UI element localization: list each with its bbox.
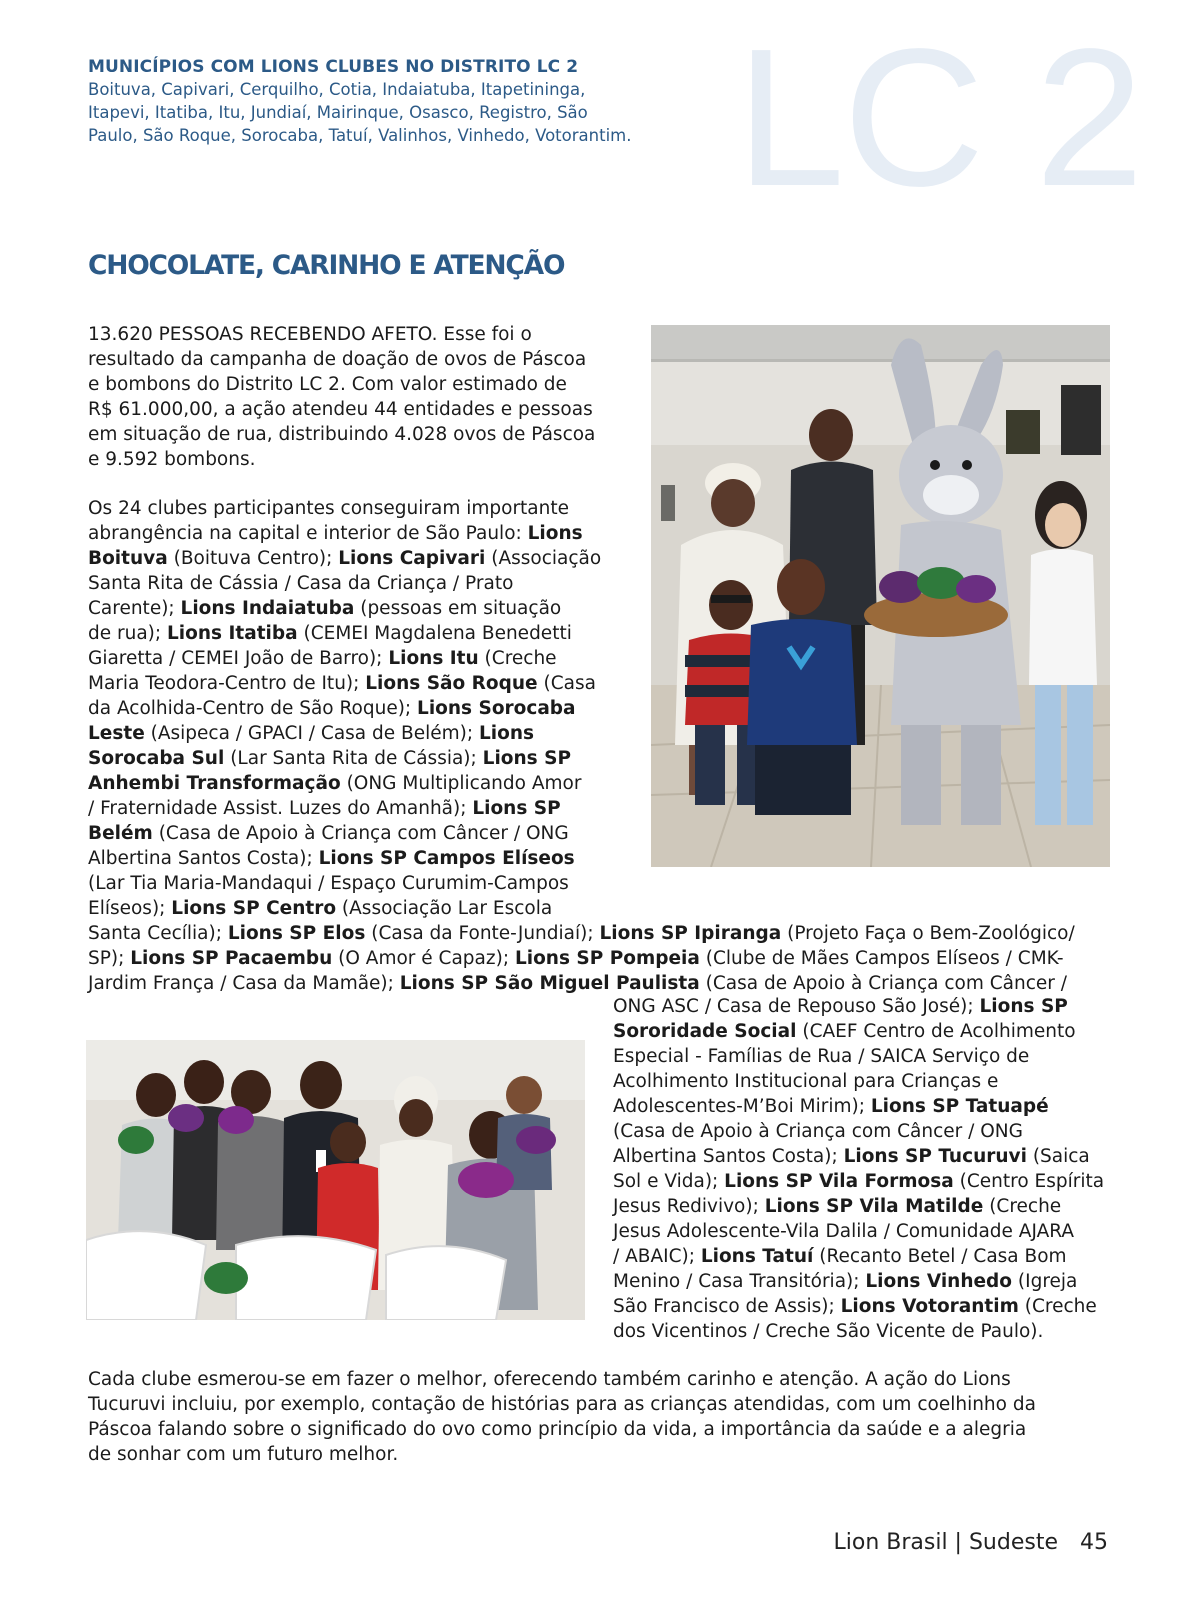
paragraph-line bbox=[613, 1169, 1104, 1194]
paragraph-line bbox=[613, 1294, 1104, 1319]
intro-line: e 9.592 bombons. bbox=[88, 449, 256, 470]
paragraph-text: Santa Rita de Cássia / Casa da Criança / Prato bbox=[88, 573, 514, 594]
club-name: Lions SP bbox=[482, 748, 572, 769]
club-name: Lions SP Pacaembu bbox=[130, 948, 333, 969]
paragraph-text: (Recanto Betel / Casa Bom bbox=[813, 1246, 1067, 1267]
paragraph-text: (ONG Multiplicando Amor bbox=[340, 773, 582, 794]
paragraph-line bbox=[613, 1269, 1104, 1294]
paragraph-line bbox=[88, 871, 601, 896]
intro-line: resultado da campanha de doação de ovos de Páscoa bbox=[88, 349, 587, 370]
paragraph-line bbox=[613, 1219, 1104, 1244]
paragraph-text: / Fraternidade Assist. Luzes do Amanhã); bbox=[88, 798, 473, 819]
closing-line: Cada clube esmerou-se em fazer o melhor, oferecendo também carinho e atenção. A ação do Lions bbox=[88, 1369, 1011, 1390]
paragraph-line bbox=[613, 1319, 1104, 1344]
paragraph-line bbox=[88, 971, 1075, 996]
club-name: Lions SP bbox=[472, 798, 561, 819]
article-headline: CHOCOLATE, CARINHO E ATENÇÃO bbox=[88, 250, 565, 281]
paragraph-line bbox=[613, 994, 1104, 1019]
paragraph-line bbox=[88, 796, 601, 821]
club-name: Lions SP Centro bbox=[171, 898, 337, 919]
paragraph-text: (Casa bbox=[537, 673, 596, 694]
clubs-paragraph-right bbox=[613, 994, 1104, 1344]
paragraph-text: (Lar Tia Maria-Mandaqui / Espaço Curumim-Campos bbox=[88, 873, 569, 894]
paragraph-text: (Casa de Apoio à Criança com Câncer / bbox=[699, 973, 1067, 994]
paragraph-text: (CEMEI Magdalena Benedetti bbox=[297, 623, 572, 644]
paragraph-text: (Creche bbox=[478, 648, 557, 669]
club-name: Lions SP Campos Elíseos bbox=[318, 848, 575, 869]
paragraph-line bbox=[613, 1144, 1104, 1169]
paragraph-text: Albertina Santos Costa); bbox=[613, 1146, 844, 1167]
clubs-paragraph-full bbox=[88, 921, 1075, 996]
paragraph-line bbox=[88, 596, 601, 621]
paragraph-text: abrangência na capital e interior de São Paulo: bbox=[88, 523, 528, 544]
paragraph-text: (Creche bbox=[1018, 1296, 1097, 1317]
paragraph-text: Acolhimento Institucional para Crianças e bbox=[613, 1071, 999, 1092]
page-footer bbox=[833, 1530, 1108, 1555]
paragraph-text: (Associação bbox=[485, 548, 602, 569]
municipalities-line: Paulo, São Roque, Sorocaba, Tatuí, Valinhos, Vinhedo, Votorantim. bbox=[88, 126, 632, 145]
paragraph-line bbox=[88, 946, 1075, 971]
paragraph-text: Jesus Adolescente-Vila Dalila / Comunidade AJARA bbox=[613, 1221, 1074, 1242]
clubs-paragraph-narrow bbox=[88, 496, 601, 921]
club-name: Leste bbox=[88, 723, 145, 744]
paragraph-text: Albertina Santos Costa); bbox=[88, 848, 319, 869]
paragraph-text: SP); bbox=[88, 948, 131, 969]
paragraph-line bbox=[88, 496, 601, 521]
club-name: Lions bbox=[527, 523, 583, 544]
paragraph-text: Santa Cecília); bbox=[88, 923, 228, 944]
paragraph-text: Elíseos); bbox=[88, 898, 172, 919]
paragraph-text: (Casa de Apoio à Criança com Câncer / ONG bbox=[152, 823, 569, 844]
intro-line: R$ 61.000,00, a ação atendeu 44 entidades e pessoas bbox=[88, 399, 593, 420]
paragraph-text: (CAEF Centro de Acolhimento bbox=[796, 1021, 1076, 1042]
municipalities-line: Itapevi, Itatiba, Itu, Jundiaí, Mairinque, Osasco, Registro, São bbox=[88, 103, 588, 122]
paragraph-text: (Saica bbox=[1026, 1146, 1090, 1167]
paragraph-text: da Acolhida-Centro de São Roque); bbox=[88, 698, 418, 719]
paragraph-line bbox=[88, 846, 601, 871]
closing-paragraph bbox=[88, 1367, 1036, 1467]
paragraph-text: Adolescentes-M’Boi Mirim); bbox=[613, 1096, 871, 1117]
paragraph-text: Carente); bbox=[88, 598, 181, 619]
intro-line: 13.620 PESSOAS RECEBENDO AFETO. Esse foi o bbox=[88, 324, 532, 345]
club-name: Belém bbox=[88, 823, 153, 844]
paragraph-text: (Casa da Fonte-Jundiaí); bbox=[365, 923, 600, 944]
paragraph-text: / ABAIC); bbox=[613, 1246, 701, 1267]
club-name: Boituva bbox=[88, 548, 168, 569]
paragraph-text: Os 24 clubes participantes conseguiram importante bbox=[88, 498, 569, 519]
club-name: Lions Capivari bbox=[338, 548, 486, 569]
club-name: Sororidade Social bbox=[613, 1021, 797, 1042]
page-number: 45 bbox=[1080, 1530, 1108, 1555]
paragraph-line bbox=[88, 896, 601, 921]
paragraph-line bbox=[613, 1094, 1104, 1119]
paragraph-text: (Casa de Apoio à Criança com Câncer / ONG bbox=[613, 1121, 1023, 1142]
paragraph-line bbox=[613, 1019, 1104, 1044]
club-name: Lions São Roque bbox=[365, 673, 538, 694]
paragraph-line bbox=[88, 746, 601, 771]
paragraph-line bbox=[613, 1119, 1104, 1144]
paragraph-line bbox=[88, 921, 1075, 946]
paragraph-text: Sol e Vida); bbox=[613, 1171, 725, 1192]
municipalities-list bbox=[88, 78, 728, 147]
club-name: Lions SP São Miguel Paulista bbox=[399, 973, 700, 994]
club-name: Lions Vinhedo bbox=[865, 1271, 1013, 1292]
paragraph-text: (pessoas em situação bbox=[354, 598, 562, 619]
paragraph-line bbox=[613, 1244, 1104, 1269]
paragraph-text: (Igreja bbox=[1012, 1271, 1078, 1292]
intro-line: e bombons do Distrito LC 2. Com valor estimado de bbox=[88, 374, 567, 395]
club-name: Lions Itatiba bbox=[167, 623, 298, 644]
paragraph-line bbox=[88, 546, 601, 571]
closing-line: de sonhar com um futuro melhor. bbox=[88, 1444, 399, 1465]
paragraph-text: Jesus Redivivo); bbox=[613, 1196, 765, 1217]
club-name: Lions bbox=[478, 723, 535, 744]
paragraph-text: Jardim França / Casa da Mamãe); bbox=[88, 973, 400, 994]
paragraph-text: (O Amor é Capaz); bbox=[332, 948, 515, 969]
paragraph-line bbox=[88, 646, 601, 671]
club-name: Lions SP Elos bbox=[227, 923, 366, 944]
paragraph-text: (Projeto Faça o Bem-Zoológico/ bbox=[781, 923, 1075, 944]
paragraph-text: Menino / Casa Transitória); bbox=[613, 1271, 866, 1292]
intro-paragraph bbox=[88, 322, 595, 472]
paragraph-text: (Asipeca / GPACI / Casa de Belém); bbox=[144, 723, 479, 744]
paragraph-line bbox=[88, 696, 601, 721]
paragraph-text: ONG ASC / Casa de Repouso São José); bbox=[613, 996, 980, 1017]
paragraph-line bbox=[88, 571, 601, 596]
paragraph-text: (Boituva Centro); bbox=[167, 548, 339, 569]
club-name: Lions SP Tatuapé bbox=[870, 1096, 1049, 1117]
paragraph-line bbox=[88, 621, 601, 646]
paragraph-text: Giaretta / CEMEI João de Barro); bbox=[88, 648, 389, 669]
paragraph-text: (Associação Lar Escola bbox=[336, 898, 553, 919]
easter-bunny-photo bbox=[651, 325, 1110, 867]
club-name: Lions Itu bbox=[388, 648, 479, 669]
paragraph-line bbox=[613, 1194, 1104, 1219]
paragraph-line bbox=[88, 521, 601, 546]
club-name: Lions Tatuí bbox=[700, 1246, 814, 1267]
paragraph-text: (Clube de Mães Campos Elíseos / CMK- bbox=[699, 948, 1064, 969]
paragraph-line bbox=[88, 771, 601, 796]
club-name: Anhembi Transformação bbox=[88, 773, 341, 794]
club-name: Lions Indaiatuba bbox=[180, 598, 355, 619]
paragraph-text: Especial - Famílias de Rua / SAICA Serviço de bbox=[613, 1046, 1030, 1067]
paragraph-text: dos Vicentinos / Creche São Vicente de Paulo). bbox=[613, 1321, 1044, 1342]
club-name: Lions SP Vila Matilde bbox=[764, 1196, 984, 1217]
closing-line: Tucuruvi incluiu, por exemplo, contação de histórias para as crianças atendidas, com um coelhinho da bbox=[88, 1394, 1036, 1415]
paragraph-line bbox=[613, 1044, 1104, 1069]
club-name: Lions Sorocaba bbox=[417, 698, 576, 719]
club-name: Lions SP Ipiranga bbox=[599, 923, 782, 944]
paragraph-line bbox=[88, 721, 601, 746]
club-name: Lions SP bbox=[979, 996, 1068, 1017]
municipalities-title: MUNICÍPIOS COM LIONS CLUBES NO DISTRITO LC 2 bbox=[88, 57, 579, 77]
paragraph-text: Maria Teodora-Centro de Itu); bbox=[88, 673, 366, 694]
club-name: Lions Votorantim bbox=[840, 1296, 1019, 1317]
paragraph-text: São Francisco de Assis); bbox=[613, 1296, 841, 1317]
club-name: Sorocaba Sul bbox=[88, 748, 225, 769]
group-photo bbox=[86, 1040, 585, 1320]
paragraph-line bbox=[613, 1069, 1104, 1094]
club-name: Lions SP Tucuruvi bbox=[843, 1146, 1027, 1167]
paragraph-text: de rua); bbox=[88, 623, 168, 644]
paragraph-text: (Centro Espírita bbox=[953, 1171, 1105, 1192]
paragraph-text: (Lar Santa Rita de Cássia); bbox=[224, 748, 483, 769]
club-name: Lions SP Pompeia bbox=[514, 948, 700, 969]
publication-name: Lion Brasil | Sudeste bbox=[833, 1530, 1058, 1555]
municipalities-line: Boituva, Capivari, Cerquilho, Cotia, Indaiatuba, Itapetininga, bbox=[88, 80, 586, 99]
closing-line: Páscoa falando sobre o significado do ovo como princípio da vida, a importância da saúde e a alegria bbox=[88, 1419, 1027, 1440]
paragraph-text: (Creche bbox=[983, 1196, 1062, 1217]
paragraph-line bbox=[88, 671, 601, 696]
paragraph-line bbox=[88, 821, 601, 846]
club-name: Lions SP Vila Formosa bbox=[724, 1171, 954, 1192]
municipalities-box bbox=[88, 56, 728, 147]
intro-line: em situação de rua, distribuindo 4.028 ovos de Páscoa bbox=[88, 424, 596, 445]
district-watermark: LC 2 bbox=[736, 8, 1143, 227]
